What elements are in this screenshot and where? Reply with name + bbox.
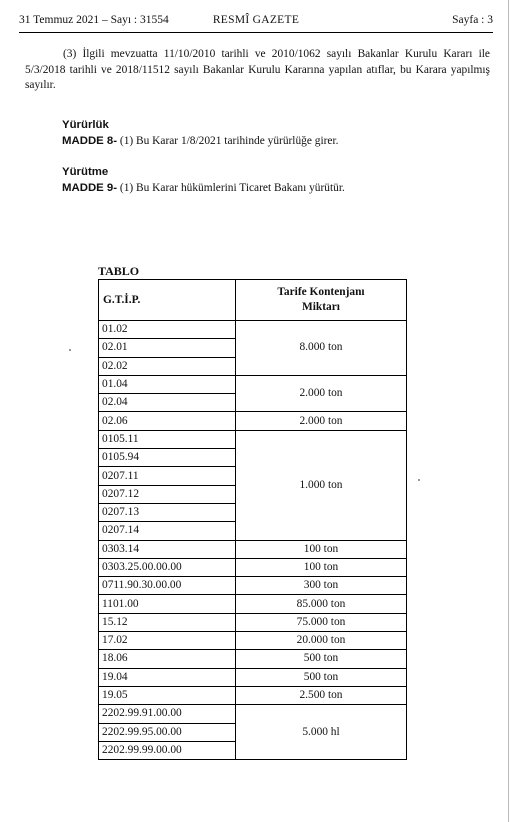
gtip-cell: 01.04 (99, 375, 236, 393)
quota-cell: 2.000 ton (236, 412, 407, 430)
quota-cell: 500 ton (236, 650, 407, 668)
quota-cell: 2.500 ton (236, 686, 407, 704)
table-row (99, 321, 407, 339)
table-header-row (99, 280, 407, 321)
gtip-cell: 01.02 (99, 321, 236, 339)
article-9-title: MADDE 9- (62, 182, 118, 194)
header-quota-line2: Miktarı (302, 301, 340, 313)
table-row (99, 613, 407, 631)
quota-cell: 100 ton (236, 540, 407, 558)
quota-cell: 300 ton (236, 577, 407, 595)
quota-cell: 100 ton (236, 558, 407, 576)
quota-cell: 8.000 ton (236, 321, 407, 376)
header-gtip: G.T.İ.P. (99, 280, 236, 321)
gtip-cell: 0207.11 (99, 467, 236, 485)
quota-cell: 500 ton (236, 668, 407, 686)
heading-yurutme: Yürütme (62, 166, 109, 178)
quota-cell: 75.000 ton (236, 613, 407, 631)
gtip-cell: 0207.12 (99, 485, 236, 503)
header-quota-line1: Tarife Kontenjanı (277, 286, 365, 298)
scan-speck (418, 479, 420, 481)
gtip-cell: 0303.25.00.00.00 (99, 558, 236, 576)
gtip-cell: 17.02 (99, 632, 236, 650)
quota-cell: 2.000 ton (236, 375, 407, 412)
article-9 (62, 182, 345, 194)
gtip-cell: 02.04 (99, 394, 236, 412)
gtip-cell: 0105.94 (99, 449, 236, 467)
gtip-cell: 02.06 (99, 412, 236, 430)
table-row (99, 595, 407, 613)
table-row (99, 375, 407, 393)
gtip-cell: 19.04 (99, 668, 236, 686)
table-row (99, 540, 407, 558)
article-8 (62, 135, 338, 147)
article-8-title: MADDE 8- (62, 135, 118, 147)
gtip-cell: 0105.11 (99, 430, 236, 448)
quota-cell: 20.000 ton (236, 632, 407, 650)
table-row (99, 632, 407, 650)
header-issue-info: 31 Temmuz 2021 – Sayı : 31554 (19, 14, 169, 26)
table-row (99, 668, 407, 686)
table-row (99, 705, 407, 723)
gtip-cell: 18.06 (99, 650, 236, 668)
paragraph-3: (3) İlgili mevzuatta 11/10/2010 tarihli ve 2010/1062 sayılı Bakanlar Kurulu Kararı ile 5/3/2018 tarihli ve 2018/11512 sayılı Bakanlar Kurulu Kararına yapılan atıflar, bu Karara yapılmış sayılır. (25, 48, 490, 91)
table-row (99, 430, 407, 448)
gtip-cell: 0711.90.30.00.00 (99, 577, 236, 595)
gtip-cell: 0207.14 (99, 522, 236, 540)
quota-cell: 85.000 ton (236, 595, 407, 613)
gtip-cell: 1101.00 (99, 595, 236, 613)
heading-yururluk: Yürürlük (62, 119, 109, 131)
header-gazette-title: RESMÎ GAZETE (212, 14, 300, 26)
table-row (99, 412, 407, 430)
header-page-number: Sayfa : 3 (452, 14, 493, 26)
gtip-cell: 15.12 (99, 613, 236, 631)
table-row (99, 558, 407, 576)
gtip-cell: 2202.99.95.00.00 (99, 723, 236, 741)
gtip-cell: 2202.99.99.00.00 (99, 741, 236, 759)
gtip-cell: 0207.13 (99, 503, 236, 521)
table-row (99, 686, 407, 704)
gtip-cell: 02.01 (99, 339, 236, 357)
scan-speck (69, 349, 71, 351)
gtip-cell: 02.02 (99, 357, 236, 375)
table-row (99, 577, 407, 595)
table-label: TABLO (98, 264, 140, 278)
quota-table (98, 279, 407, 760)
header-quota (236, 280, 407, 321)
gtip-cell: 2202.99.91.00.00 (99, 705, 236, 723)
quota-cell: 5.000 hl (236, 705, 407, 760)
quota-table-body (99, 280, 407, 760)
header-rule (19, 32, 493, 33)
gtip-cell: 19.05 (99, 686, 236, 704)
article-8-text: (1) Bu Karar 1/8/2021 tarihinde yürürlüğe girer. (117, 135, 339, 147)
quota-cell: 1.000 ton (236, 430, 407, 540)
gtip-cell: 0303.14 (99, 540, 236, 558)
article-9-text: (1) Bu Karar hükümlerini Ticaret Bakanı yürütür. (117, 182, 345, 194)
table-row (99, 650, 407, 668)
